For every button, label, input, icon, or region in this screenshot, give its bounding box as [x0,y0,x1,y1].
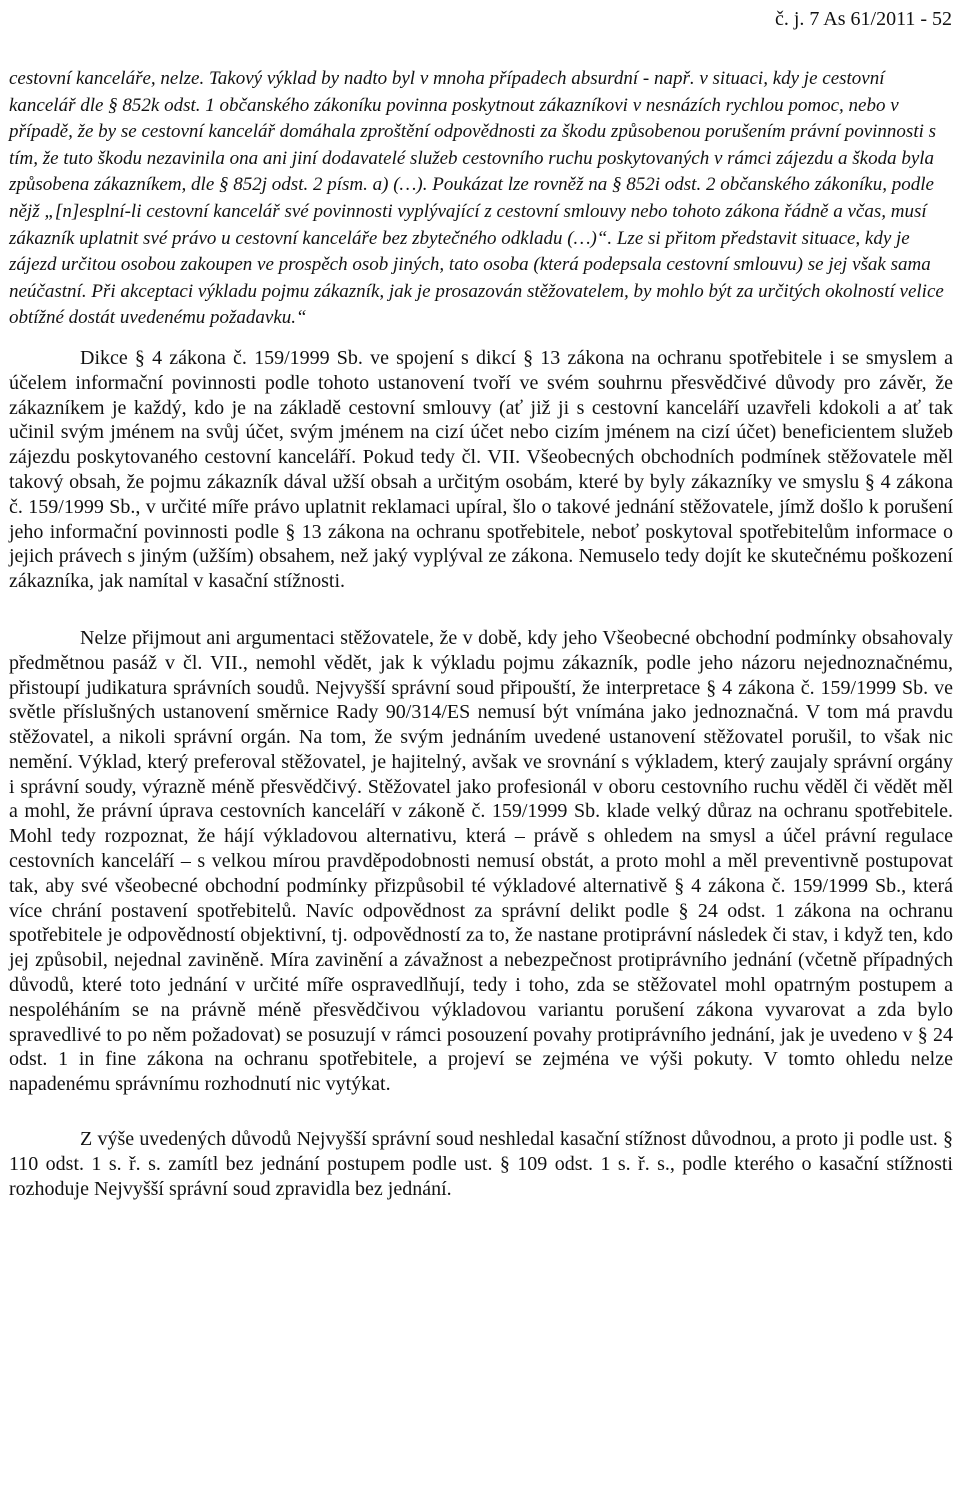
case-reference: č. j. 7 As 61/2011 - 52 [774,8,952,30]
paragraph-argumentation: Nelze přijmout ani argumentaci stěžovatele, že v době, kdy jeho Všeobecné obchodní podmínky obsahovaly předmětnou pasáž v čl. VII., nemohl vědět, jak k výkladu pojmu zákazník, podle jeho názoru nejednoznačnému, přistoupí judikatura správních soudů. Nejvyšší správní soud připouští, že interpretace § 4 zákona č. 159/1999 Sb. ve světle příslušných ustanovení směrnice Rady 90/314/ES nemusí být vnímána jako jednoznačná. V tom má pravdu stěžovatel, a nikoli správní orgán. Na tom, že svým jednáním uvedené ustanovení stěžovatel porušil, to však nic nemění. Výklad, který preferoval stěžovatel, je hajitelný, avšak ve srovnání s výkladem, který zaujaly správní orgány i správní soudy, výrazně méně přesvědčivý. Stěžovatel jako profesionál v oboru cestovního ruchu věděl či vědět měl a mohl, že právní úprava cestovních kanceláří v zákoně č. 159/1999 Sb. klade velký důraz na ochranu spotřebitele. Mohl tedy rozpoznat, že hájí výkladovou alternativu, která – právě s ohledem na smysl a účel právní regulace cestovních kanceláří – s velkou mírou pravděpodobnosti nemusí obstát, a proto mohl a měl preventivně postupovat tak, aby své všeobecné obchodní podmínky přizpůsobil té výkladové alternativě § 4 zákona č. 159/1999 Sb., která více chrání postavení spotřebitelů. Navíc odpovědnost za správní delikt podle § 24 odst. 1 zákona na ochranu spotřebitele je odpovědností objektivní, tj. odpovědností za to, že nastane protiprávní následek či stav, i když ten, kdo jej způsobil, nejednal zaviněně. Míra zavinění a závažnost a nebezpečnost protiprávního jednání (včetně případných důvodů, které toto jednání v určité míře ospravedlňují, tedy i toho, zda se stěžovatel mohl opatrným postupem a nespoléháním se na právně méně přesvědčivou výkladovou variantu porušení zákona vyvarovat a zda bylo spravedlivé to po něm požadovat) se posuzují v rámci posouzení povahy protiprávního jednání, jak je uvedeno v § 24 odst. 1 in fine zákona na ochranu spotřebitele, a projeví se zejména ve výši pokuty. V tomto ohledu nelze napadenému správnímu rozhodnutí nic vytýkat. [9,626,953,1096]
paragraph-customer-definition: Dikce § 4 zákona č. 159/1999 Sb. ve spojení s dikcí § 13 zákona na ochranu spotřebitele i se smyslem a účelem informační povinnosti podle tohoto ustanovení tvoří ve svém souhrnu přesvědčivé důvody pro závěr, že zákazníkem je každý, kdo je na základě cestovní smlouvy (ať již ji s cestovní kanceláří uzavřeli kdokoli a ať tak učinil svým jménem na svůj účet, svým jménem na cizí účet nebo cizím jménem na cizí účet) beneficientem služeb zájezdu poskytovaného cestovní kanceláří. Pokud tedy čl. VII. Všeobecných obchodních podmínek stěžovatele měl takový obsah, že pojmu zákazník dával užší obsah a určitým osobám, které by byly zákazníky ve smyslu § 4 zákona č. 159/1999 Sb., v určité míře právo uplatnit reklamaci upíral, šlo o takové jednání stěžovatele, jímž došlo k porušení jeho informační povinnosti podle § 13 zákona na ochranu spotřebitele, neboť poskytoval spotřebitelům informace o jejich právech s jiným (užším) obsahem, než jaký vyplýval ze zákona. Nemuselo tedy dojít ke skutečnému poškození zákazníka, jak namítal v kasační stížnosti. [9,346,953,593]
paragraph-conclusion: Z výše uvedených důvodů Nejvyšší správní soud neshledal kasační stížnost důvodnou, a proto ji podle ust. § 110 odst. 1 s. ř. s. zamítl bez jednání postupem podle ust. § 109 odst. 1 s. ř. s., podle kterého o kasační stížnosti rozhoduje Nejvyšší správní soud zpravidla bez jednání. [9,1128,953,1200]
quoted-paragraph: cestovní kanceláře, nelze. Takový výklad by nadto byl v mnoha případech absurdní - např. v situaci, kdy je cestovní kancelář dle § 852k odst. 1 občanského zákoníku povinna poskytnout zákazníkovi v nesnázích rychlou pomoc, nebo v případě, že by se cestovní kancelář domáhala zproštění odpovědnosti za škodu způsobenou porušením právní povinnosti s tím, že tuto škodu nezavinila ona ani jiní dodavatelé služeb cestovního ruchu poskytovaných v rámci zájezdu a škoda byla způsobena zákazníkem, dle § 852j odst. 2 písm. a) (…). Poukázat lze rovněž na § 852i odst. 2 občanského zákoníku, podle nějž „[n]esplní-li cestovní kancelář své povinnosti vyplývající z cestovní smlouvy nebo tohoto zákona řádně a včas, musí zákazník uplatnit své právo u cestovní kanceláře bez zbytečného odkladu (…)“. Lze si přitom představit situace, kdy je zájezd určitou osobou zakoupen ve prospěch osob jiných, tato osoba (která podepsala cestovní smlouvu) se jej však sama neúčastní. Při akceptaci výkladu pojmu zákazník, jak je prosazován stěžovatelem, by mohlo být za určitých okolností velice obtížné dostát uvedenému požadavku.“ [9,68,944,329]
document-body [9,66,953,1201]
